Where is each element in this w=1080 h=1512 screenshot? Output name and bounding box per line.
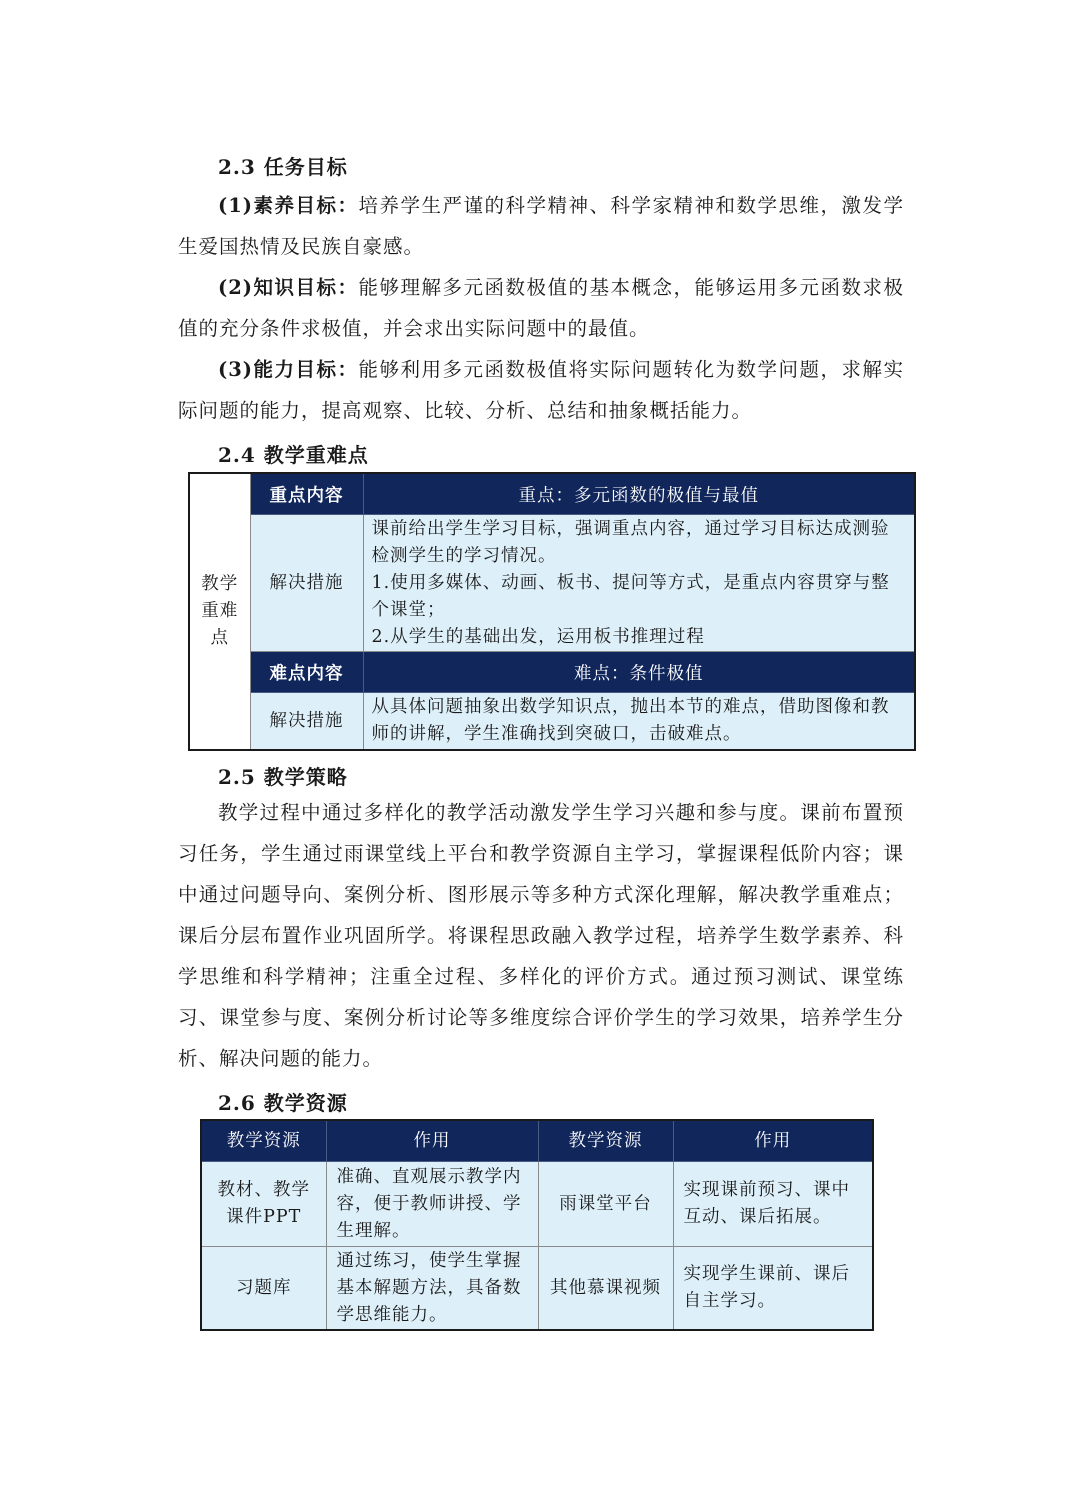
key-measure-line: 课前给出学生学习目标，强调重点内容，通过学习目标达成测验检测学生的学习情况。 [371,518,890,566]
goal-knowledge-text: 能够理解多元函数极值的基本概念，能够运用多元函数求极值的充分条件求极值，并会求出实际问题中的最值。 [178,276,904,340]
resources-header-cell: 作用 [673,1120,873,1162]
key-content-label: 重点内容 [250,473,363,515]
key-content-value: 重点：多元函数的极值与最值 [363,473,915,515]
side-label-text: 教学重难点 [201,574,239,648]
resource-name: 其他慕课视频 [538,1247,673,1331]
key-difficult-table [188,472,916,751]
difficult-content-label: 难点内容 [250,652,363,693]
goal-knowledge [178,267,904,349]
difficult-measure-content: 从具体问题抽象出数学知识点，抛出本节的难点，借助图像和教师的讲解，学生准确找到突破口，击破难点。 [363,693,915,751]
goal-ability-label: (3)能力目标： [218,358,359,381]
resources-header-cell: 教学资源 [538,1120,673,1162]
goal-knowledge-label: (2)知识目标： [218,276,359,299]
key-measure-line: 1.使用多媒体、动画、板书、提问等方式，是重点内容贯穿与整个课堂； [371,572,890,620]
resource-use: 实现课前预习、课中互动、课后拓展。 [673,1162,873,1247]
difficult-measure-label: 解决措施 [250,693,363,751]
resources-table [200,1119,874,1331]
goal-literacy [178,185,904,267]
heading-2-6: 2.6 教学资源 [218,1091,348,1115]
heading-2-4: 2.4 教学重难点 [218,443,369,467]
goal-ability [178,349,904,431]
key-difficult-side-label [189,473,250,750]
resource-name: 习题库 [201,1247,326,1331]
resource-use: 实现学生课前、课后自主学习。 [673,1247,873,1331]
goal-ability-text: 能够利用多元函数极值将实际问题转化为数学问题，求解实际问题的能力，提高观察、比较、分析、总结和抽象概括能力。 [178,358,904,422]
key-measure-label: 解决措施 [250,515,363,652]
heading-2-3: 2.3 任务目标 [218,155,348,179]
difficult-content-value: 难点：条件极值 [363,652,915,693]
resources-header-cell: 教学资源 [201,1120,326,1162]
key-measure-line: 2.从学生的基础出发，运用板书推理过程 [371,626,705,647]
resources-header-cell: 作用 [326,1120,538,1162]
resource-name: 教材、教学课件PPT [201,1162,326,1247]
goal-literacy-text: 培养学生严谨的科学精神、科学家精神和数学思维，激发学生爱国热情及民族自豪感。 [178,194,904,258]
resource-name: 雨课堂平台 [538,1162,673,1247]
key-measure-content [363,515,915,652]
resource-use: 准确、直观展示教学内容，便于教师讲授、学生理解。 [326,1162,538,1247]
resource-use: 通过练习，使学生掌握基本解题方法，具备数学思维能力。 [326,1247,538,1331]
table-row [201,1162,873,1247]
goal-literacy-label: (1)素养目标： [218,194,359,217]
table-row [201,1247,873,1331]
heading-2-5: 2.5 教学策略 [218,765,348,789]
strategy-paragraph: 教学过程中通过多样化的教学活动激发学生学习兴趣和参与度。课前布置预习任务，学生通过雨课堂线上平台和教学资源自主学习，掌握课程低阶内容；课中通过问题导向、案例分析、图形展示等多种方式深化理解，解决教学重难点；课后分层布置作业巩固所学。将课程思政融入教学过程，培养学生数学素养、科学思维和科学精神；注重全过程、多样化的评价方式。通过预习测试、课堂练习、课堂参与度、案例分析讨论等多维度综合评价学生的学习效果，培养学生分析、解决问题的能力。 [178,801,904,1070]
